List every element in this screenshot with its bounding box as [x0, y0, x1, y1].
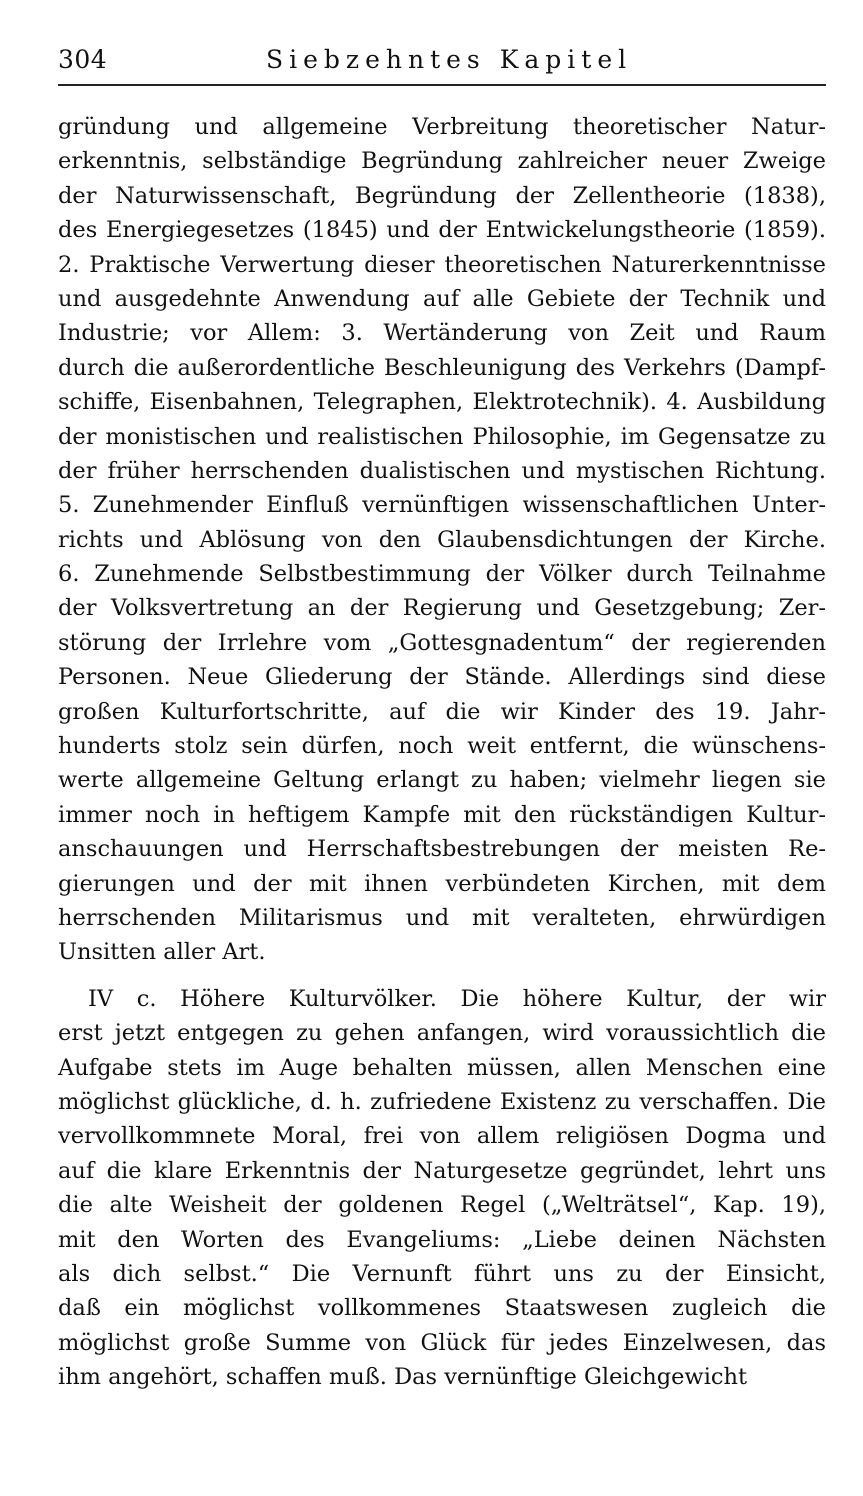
text-line: und ausgedehnte Anwendung auf alle Gebiete der Technik und — [58, 285, 826, 312]
text-line: IV c. Höhere Kulturvölker. Die höhere Kultur, der wir — [88, 985, 826, 1012]
text-line: großen Kulturfortschritte, auf die wir Kinder des 19. Jahr- — [58, 698, 826, 725]
text-line: des Energiegesetzes (1845) und der Entwickelungstheorie (1859). — [58, 217, 826, 244]
text-line: 5. Zunehmender Einfluß vernünftigen wissenschaftlichen Unter- — [58, 492, 826, 519]
text-line: der früher herrschenden dualistischen und mystischen Richtung. — [58, 457, 826, 484]
text-line: mit den Worten des Evangeliums: „Liebe deinen Nächsten — [58, 1226, 826, 1253]
text-line: erst jetzt entgegen zu gehen anfangen, wird voraussichtlich die — [58, 1020, 826, 1047]
text-line: gründung und allgemeine Verbreitung theoretischer Natur- — [58, 114, 826, 140]
text-line: daß ein möglichst vollkommenes Staatswesen zugleich die — [58, 1295, 826, 1322]
text-line: ihm angehört, schaffen muß. Das vernünftige Gleichgewicht — [58, 1364, 748, 1391]
running-head: Siebzehntes Kapitel — [266, 45, 633, 74]
text-line: herrschenden Militarismus und mit veralteten, ehrwürdigen — [58, 904, 826, 931]
text-line: immer noch in heftigem Kampfe mit den rückständigen Kultur- — [58, 801, 826, 828]
text-line: Aufgabe stets im Auge behalten müssen, allen Menschen eine — [58, 1054, 826, 1081]
text-line: Personen. Neue Gliederung der Stände. Allerdings sind diese — [58, 664, 826, 691]
text-line: richts und Ablösung von den Glaubensdichtungen der Kirche. — [58, 526, 826, 553]
text-line: gierungen und der mit ihnen verbündeten Kirchen, mit dem — [58, 870, 826, 897]
text-line: der Naturwissenschaft, Begründung der Zellentheorie (1838), — [58, 182, 826, 209]
text-line: erkenntnis, selbständige Begründung zahlreicher neuer Zweige — [58, 148, 826, 175]
header-rule — [58, 84, 826, 86]
text-line: der monistischen und realistischen Philosophie, im Gegensatze zu — [58, 423, 826, 450]
text-line: 6. Zunehmende Selbstbestimmung der Völker durch Teilnahme — [58, 561, 826, 588]
body-text — [58, 110, 826, 1394]
text-line: werte allgemeine Geltung erlangt zu haben; vielmehr liegen sie — [58, 767, 826, 794]
text-line: als dich selbst.“ Die Vernunft führt uns zu der Einsicht, — [58, 1260, 826, 1287]
text-line: 2. Praktische Verwertung dieser theoretischen Naturerkenntnisse — [58, 251, 826, 278]
paragraph-1 — [58, 110, 826, 970]
text-line: Industrie; vor Allem: 3. Wertänderung von Zeit und Raum — [58, 320, 826, 347]
text-line: vervollkommnete Moral, frei von allem religiösen Dogma und — [58, 1123, 826, 1150]
text-line: anschauungen und Herrschaftsbestrebungen der meisten Re- — [58, 836, 826, 863]
text-line: hunderts stolz sein dürfen, noch weit entfernt, die wünschens- — [58, 733, 826, 760]
text-line: der Volksvertretung an der Regierung und Gesetzgebung; Zer- — [58, 595, 826, 622]
paragraph-2 — [58, 982, 826, 1395]
paragraph-spacer — [58, 970, 826, 982]
text-line: schiffe, Eisenbahnen, Telegraphen, Elektrotechnik). 4. Ausbildung — [58, 389, 826, 416]
text-line: möglichst große Summe von Glück für jedes Einzelwesen, das — [58, 1329, 826, 1356]
text-line: störung der Irrlehre vom „Gottesgnadentum“ der regierenden — [58, 629, 826, 656]
text-line: Unsitten aller Art. — [58, 939, 266, 966]
text-line: durch die außerordentliche Beschleunigung des Verkehrs (Dampf- — [58, 354, 826, 381]
page-header — [58, 44, 826, 84]
page-number: 304 — [58, 45, 108, 74]
text-line: auf die klare Erkenntnis der Naturgesetze gegründet, lehrt uns — [58, 1157, 826, 1184]
text-line: die alte Weisheit der goldenen Regel („Welträtsel“, Kap. 19), — [58, 1192, 826, 1219]
text-line: möglichst glückliche, d. h. zufriedene Existenz zu verschaffen. Die — [58, 1088, 826, 1115]
